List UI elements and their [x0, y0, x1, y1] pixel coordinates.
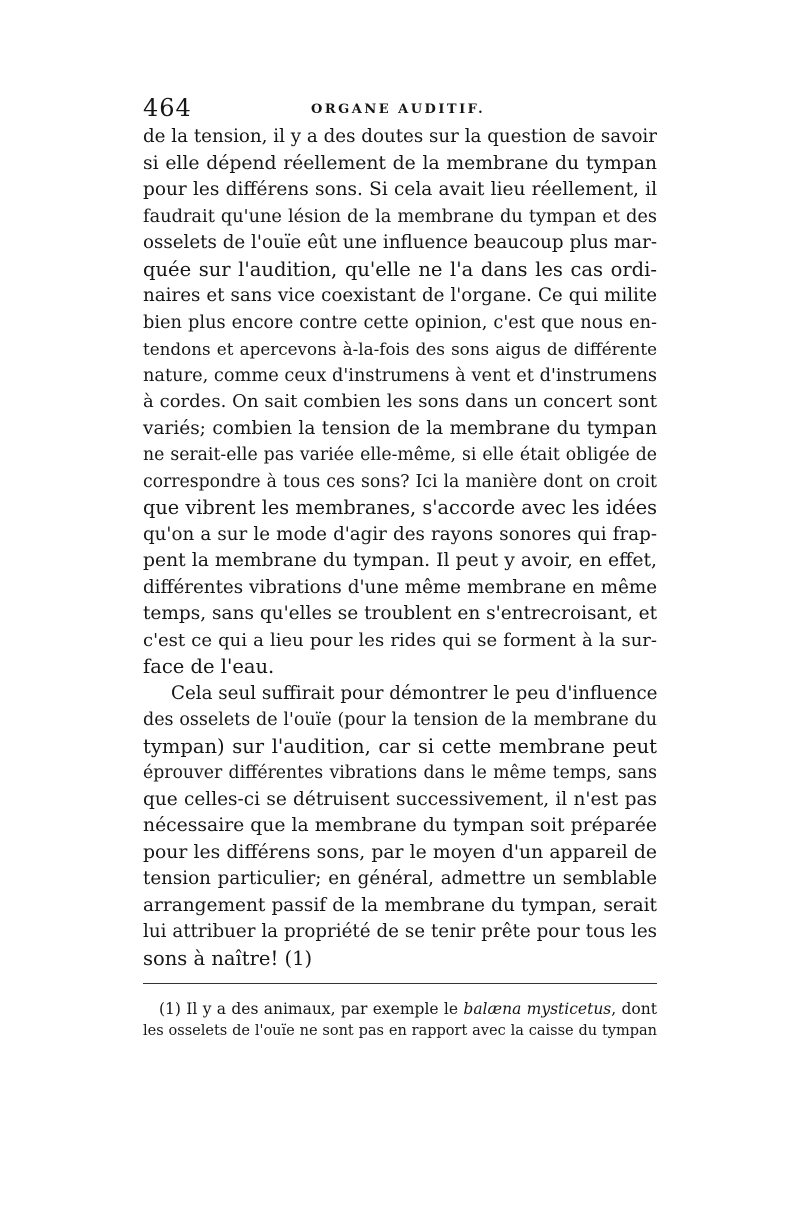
footnote-text: , dont: [611, 1000, 657, 1018]
text-line: pour les différens sons, par le moyen d'un appareil de: [143, 841, 657, 863]
running-head: ORGANE AUDITIF.: [311, 102, 486, 117]
text-line: c'est ce qui a lieu pour les rides qui se forment à la sur-: [143, 629, 657, 651]
footnote-separator: [143, 983, 657, 984]
text-line: qu'on a sur le mode d'agir des rayons sonores qui frap-: [143, 523, 657, 545]
species-name: balæna mysticetus: [463, 1000, 612, 1018]
footnote-line: les osselets de l'ouïe ne sont pas en rapport avec la caisse du tympan: [143, 1023, 657, 1039]
text-line: que vibrent les membranes, s'accorde avec les idées: [143, 496, 657, 519]
text-line: différentes vibrations d'une même membrane en même: [143, 576, 657, 598]
footnote: [143, 998, 657, 1042]
text-line: tendons et apercevons à-la-fois des sons aigus de différente: [143, 339, 657, 359]
text-line: tension particulier; en général, admettre un semblable: [143, 868, 657, 889]
text-line: lui attribuer la propriété de se tenir prête pour tous les: [143, 921, 657, 942]
text-line: naires et sans vice coexistant de l'organe. Ce qui milite: [143, 285, 657, 306]
text-line: éprouver différentes vibrations dans le même temps, sans: [143, 763, 657, 783]
paragraph-last-line: face de l'eau.: [143, 655, 275, 678]
text-line: osselets de l'ouïe eût une influence beaucoup plus mar-: [143, 232, 657, 253]
text-line: variés; combien la tension de la membrane du tympan: [143, 417, 657, 439]
text-line: pour les différens sons. Si cela avait lieu réellement, il: [143, 179, 657, 200]
text-line: temps, sans qu'elles se troublent en s'entrecroisant, et: [143, 603, 658, 624]
text-line: arrangement passif de la membrane du tympan, serait: [143, 894, 657, 916]
text-line: nature, comme ceux d'instrumens à vent et d'instrumens: [143, 365, 657, 386]
text-line: à cordes. On sait combien les sons dans un concert sont: [143, 391, 657, 412]
text-line: si elle dépend réellement de la membrane du tympan: [143, 152, 657, 174]
text-line: que celles-ci se détruisent successivement, il n'est pas: [143, 788, 657, 810]
text-line: tympan) sur l'audition, car si cette membrane peut: [143, 734, 657, 758]
page-number: 464: [143, 94, 192, 122]
footnote-text: (1) Il y a des animaux, par exemple le: [159, 1000, 464, 1018]
body-text: [143, 124, 657, 972]
text-line: pent la membrane du tympan. Il peut y avoir, en effet,: [143, 550, 657, 571]
paragraph-last-line: sons à naître! (1): [143, 946, 313, 970]
text-line: quée sur l'audition, qu'elle ne l'a dans les cas ordi-: [143, 257, 657, 281]
text-line: bien plus encore contre cette opinion, c'est que nous en-: [143, 312, 657, 333]
text-line: nécessaire que la membrane du tympan soit préparée: [143, 815, 657, 836]
page-header: [143, 94, 657, 122]
text-line: ne serait-elle pas variée elle-même, si elle était obligée de: [143, 445, 657, 465]
text-line: correspondre à tous ces sons? Ici la manière dont on croit: [143, 471, 657, 492]
text-line: des osselets de l'ouïe (pour la tension de la membrane du: [143, 710, 657, 730]
text-line: faudrait qu'une lésion de la membrane du tympan et des: [143, 206, 657, 227]
paragraph-first-line: Cela seul suffirait pour démontrer le peu d'influence: [171, 682, 658, 704]
footnote-line: [143, 998, 657, 1020]
text-line: de la tension, il y a des doutes sur la question de savoir: [143, 126, 657, 147]
